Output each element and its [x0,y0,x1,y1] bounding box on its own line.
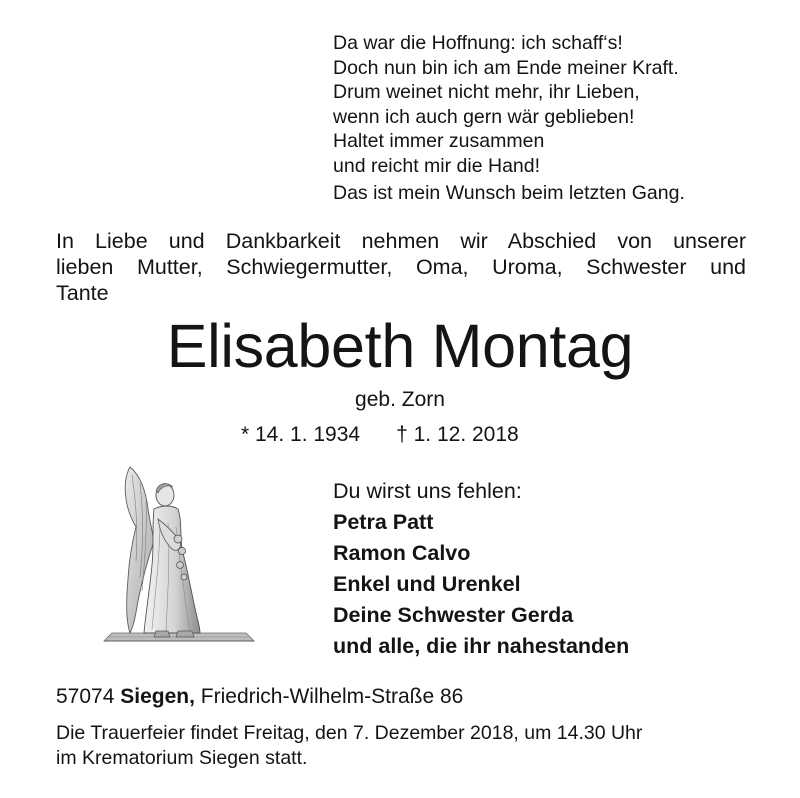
mourner-name: Deine Schwester Gerda [333,603,574,627]
funeral-line: Die Trauerfeier findet Freitag, den 7. Dezember 2018, um 14.30 Uhr [56,722,643,744]
funeral-notice [56,721,756,771]
address-city: Siegen, [120,685,195,708]
poem-line: wenn ich auch gern wär geblieben! [333,105,635,128]
deceased-name: Elisabeth Montag [166,312,634,380]
address-postcode: 57074 [56,685,115,708]
poem-line: Haltet immer zusammen [333,130,545,152]
death-date: † 1. 12. 2018 [396,423,519,446]
poem-line: Doch nun bin ich am Ende meiner Kraft. [333,56,679,79]
intro-line: In Liebe und Dankbarkeit nehmen wir Abschied von unserer [56,229,746,253]
birth-name: geb. Zorn [355,388,445,411]
family-address [56,683,463,711]
life-dates [241,421,519,449]
mourner-name: Petra Patt [333,510,434,534]
poem-line: Drum weinet nicht mehr, ihr Lieben, [333,81,640,103]
birth-date: * 14. 1. 1934 [241,423,361,446]
angel-statue-icon [96,461,264,653]
poem-line: Das ist mein Wunsch beim letzten Gang. [333,182,685,204]
funeral-line: im Krematorium Siegen statt. [56,747,308,769]
mourners-list [333,476,773,662]
address-street: Friedrich-Wilhelm-Straße 86 [200,685,464,708]
mourner-name: Ramon Calvo [333,541,471,565]
poem-line: Da war die Hoffnung: ich schaff‘s! [333,32,623,54]
intro-line: lieben Mutter, Schwiegermutter, Oma, Uroma, Schwester und [56,255,746,279]
intro-line: Tante [56,281,109,305]
mourners-heading: Du wirst uns fehlen: [333,479,522,503]
mourner-name: und alle, die ihr nahestanden [333,634,630,658]
poem-line: und reicht mir die Hand! [333,154,541,177]
mourner-name: Enkel und Urenkel [333,572,521,596]
memorial-poem [333,31,773,206]
farewell-intro [56,228,746,306]
